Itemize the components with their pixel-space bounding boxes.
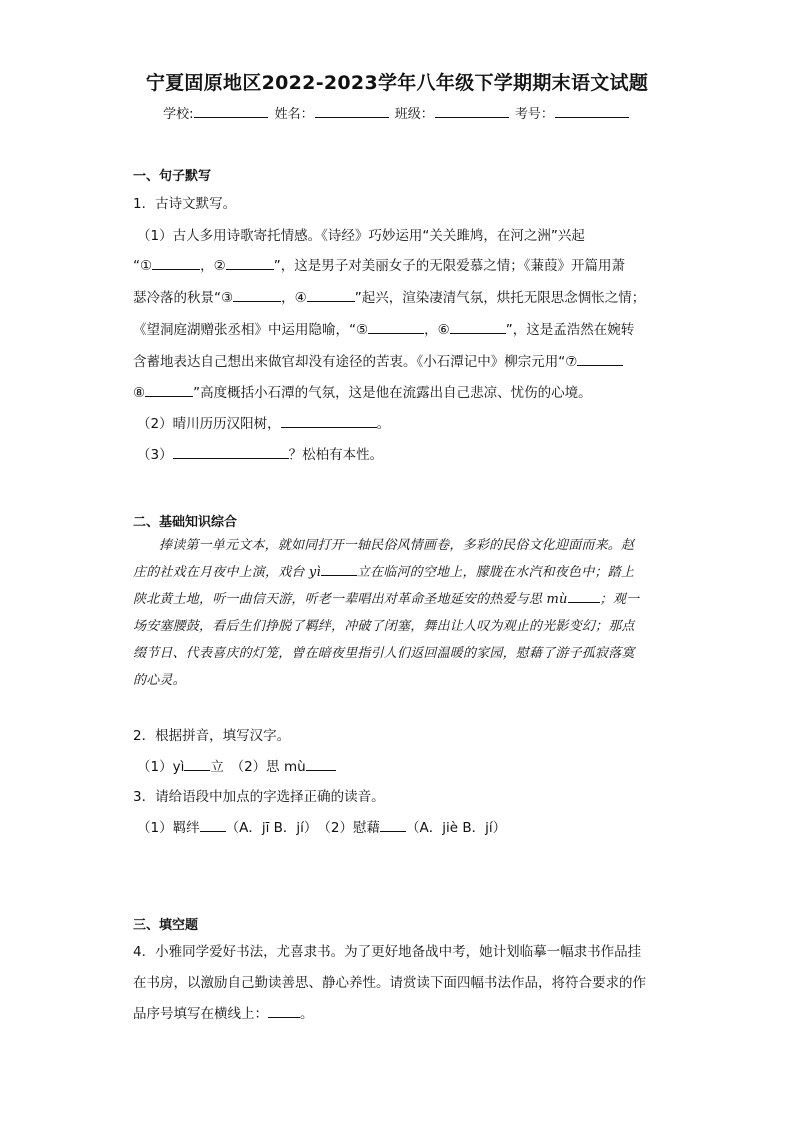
passage-text: ；观一: [599, 592, 640, 607]
blank-5-label: 《望洞庭湖赠张丞相》中运用隐喻，“⑤: [133, 322, 369, 338]
q1-text: ”，这是男子对美丽女子的无限爱慕之情；《蒹葭》开篇用萧: [273, 258, 625, 274]
passage-text: 庄的社戏在月夜中上演，戏台 yì: [133, 565, 321, 580]
section-heading-1: 一、句子默写: [133, 169, 212, 184]
q3-blank-2[interactable]: [380, 818, 406, 832]
q1-part1-line1: （1）古人多用诗歌寄托情感。《诗经》巧妙运用“关关雎鸠，在河之洲”兴起: [137, 228, 585, 244]
pinyin-blank-yi[interactable]: [321, 564, 357, 576]
q2-item-2: 立 （2）思 mù: [210, 759, 306, 775]
reading-passage: [133, 532, 663, 694]
q1-text: ”，这是孟浩然在婉转: [505, 322, 635, 338]
blank-6-label: ，⑥: [424, 322, 450, 338]
question-2-answers: [137, 755, 677, 775]
q3-item-1: （1）羁绊: [137, 820, 200, 836]
q1-text: ”起兴，渲染凄清气氛，烘托无限思念惆怅之情；: [354, 290, 646, 306]
question-4-line-2: 在书房，以激励自己勤读善思、静心养性。请赏读下面四幅书法作品，将符合要求的作: [133, 975, 646, 991]
q1-part1-line4: [133, 318, 673, 338]
passage-line-4: 场安塞腰鼓，看后生们挣脱了羁绊，冲破了闭塞，舞出让人叹为观止的光影变幻；那点: [133, 619, 635, 634]
q4-answer-blank[interactable]: [268, 1004, 300, 1018]
passage-text: 立在临河的空地上，朦胧在水汽和夜色中；踏上: [356, 565, 635, 580]
answer-blank-part2[interactable]: [281, 414, 377, 428]
question-2-head: 2．根据拼音，填写汉字。: [133, 728, 291, 744]
answer-blank-2[interactable]: [226, 256, 274, 270]
q1-part2-end: 。: [376, 416, 391, 432]
number-label: 考号：: [514, 107, 554, 122]
q3-item-2: （A．jī B．jí） （2）慰藉: [225, 820, 380, 836]
question-1-head: 1．古诗文默写。: [133, 196, 237, 212]
answer-blank-4[interactable]: [307, 288, 355, 302]
answer-blank-1[interactable]: [152, 256, 200, 270]
answer-blank-7[interactable]: [577, 352, 623, 366]
school-label: 学校:: [163, 107, 194, 122]
page-title: 宁夏固原地区2022-2023学年八年级下学期期末语文试题: [145, 72, 649, 94]
question-4-line-1: 4．小雅同学爱好书法，尤喜隶书。为了更好地备战中考，她计划临摹一幅隶书作品挂: [133, 944, 642, 960]
blank-8-label: ⑧: [133, 385, 146, 401]
school-blank[interactable]: [194, 105, 268, 118]
q4-end: 。: [300, 1006, 314, 1022]
answer-blank-8[interactable]: [145, 383, 193, 397]
q4-text: 品序号填写在横线上：: [133, 1006, 268, 1022]
answer-blank-6[interactable]: [450, 320, 506, 334]
q1-part1-line3: [133, 286, 673, 306]
class-blank[interactable]: [435, 105, 509, 118]
q1-part2: [137, 412, 677, 432]
pinyin-blank-mu[interactable]: [568, 591, 600, 603]
q2-item-1: （1）yì: [137, 759, 185, 775]
passage-line-5: 缀节日、代表喜庆的灯笼，曾在暗夜里指引人们返回温暖的家园，慰藉了游子孤寂落寞: [133, 646, 635, 661]
q1-part3: [137, 443, 677, 463]
name-label: 姓名：: [274, 107, 314, 122]
answer-blank-3[interactable]: [233, 288, 281, 302]
q1-part3-end: ？松柏有本性。: [288, 447, 384, 463]
q3-blank-1[interactable]: [200, 818, 226, 832]
q1-text: ”高度概括小石潭的气氛，这是他在流露出自己悲凉、忧伤的心境。: [193, 385, 592, 401]
q1-part2-text: （2）晴川历历汉阳树，: [137, 416, 281, 432]
q2-blank-1[interactable]: [184, 757, 210, 771]
question-3-head: 3．请给语段中加点的字选择正确的读音。: [133, 789, 385, 805]
passage-line-1: 捧读第一单元文本，就如同打开一轴民俗风情画卷，多彩的民俗文化迎面而来。赵: [159, 538, 635, 553]
blank-1-label: “①: [133, 258, 153, 274]
blank-2-label: ，②: [200, 258, 226, 274]
question-3-answers: [137, 816, 677, 836]
blank-4-label: ，④: [281, 290, 307, 306]
section-heading-3: 三、填空题: [133, 918, 199, 933]
passage-line-3: [133, 586, 663, 613]
q3-options-2: （A．jiè B．jí）: [405, 820, 507, 836]
student-info-row: [0, 103, 794, 122]
passage-line-6: 的心灵。: [133, 673, 186, 688]
answer-blank-part3[interactable]: [173, 445, 289, 459]
answer-blank-5[interactable]: [368, 320, 424, 334]
passage-text: 陕北黄土地，听一曲信天游，听老一辈唱出对革命圣地延安的热爱与思 mù: [133, 592, 568, 607]
number-blank[interactable]: [555, 105, 629, 118]
q1-part1-line6: [133, 381, 673, 401]
blank-7-label: 含蓄地表达自己想出来做官却没有途径的苦衷。《小石潭记中》柳宗元用“⑦: [133, 354, 578, 370]
q1-part1-line2: [133, 254, 673, 274]
passage-line-2: [133, 559, 663, 586]
class-label: 班级：: [394, 107, 434, 122]
name-blank[interactable]: [315, 105, 389, 118]
q2-blank-2[interactable]: [306, 757, 336, 771]
question-4-line-3: [133, 1002, 673, 1022]
q1-part3-text: （3）: [137, 447, 173, 463]
blank-3-label: 瑟冷落的秋景“③: [133, 290, 234, 306]
q1-part1-line5: [133, 350, 673, 370]
section-heading-2: 二、基础知识综合: [133, 515, 238, 530]
